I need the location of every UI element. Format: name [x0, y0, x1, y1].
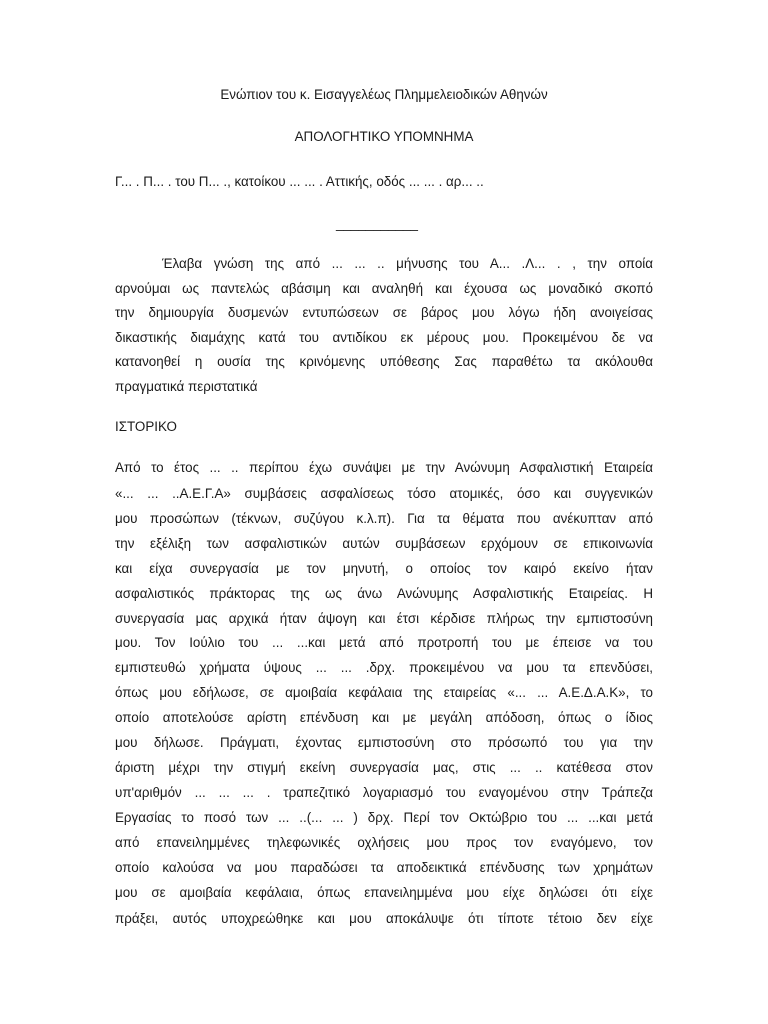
history-line: Εργασίας το ποσό των ... ..(... ... ) δρχ. Περί τον Οκτώβριο του ... ...και μετά	[115, 810, 653, 825]
intro-line: την δημιουργία δυσμενών εντυπώσεων σε βάρος μου λόγω ήδη ανοιγείσας	[115, 305, 653, 320]
history-line: μου. Τον Ιούλιο του ... ...και μετά από προτροπή του με έπεισε να του	[115, 635, 653, 650]
party-line: Γ... . Π... . του Π... ., κατοίκου ... ... . Αττικής, οδός ... ... . αρ... ..	[115, 174, 484, 189]
intro-line: κατανοηθεί η ουσία της κρινόμενης υπόθεσης Σας παραθέτω τα ακόλουθα	[115, 354, 653, 369]
history-line: οποίο αποτελούσε αρίστη επένδυση και με μεγάλη απόδοση, όπως ο ίδιος	[115, 710, 653, 725]
history-line: Από το έτος ... .. περίπου έχω συνάψει με την Ανώνυμη Ασφαλιστική Εταιρεία	[115, 460, 653, 475]
history-line: πράξει, αυτός υποχρεώθηκε και μου αποκάλυψε ότι τίποτε τέτοιο δεν είχε	[115, 911, 653, 926]
intro-line: πραγματικά περιστατικά	[115, 379, 258, 394]
intro-line: αρνούμαι ως παντελώς αβάσιμη και αναληθή και έχουσα ως μοναδικό σκοπό	[115, 281, 653, 296]
intro-line: Έλαβα γνώση της από ... ... .. μήνυσης του Α... .Λ... . , την οποία	[162, 256, 653, 271]
history-line: όπως μου εδήλωσε, σε αμοιβαία κεφάλαια της εταιρείας «... ... Α.Ε.Δ.Α.Κ», το	[115, 685, 653, 700]
history-line: οποίο καλούσα να μου παραδώσει τα αποδεικτικά επένδυσης των χρημάτων	[115, 860, 653, 875]
history-line: και είχα συνεργασία με τον μηνυτή, ο οποίος τον καιρό εκείνο ήταν	[115, 561, 653, 576]
section-heading: ΙΣΤΟΡΙΚΟ	[115, 419, 177, 434]
separator-line: ___________	[336, 216, 418, 231]
document-title: ΑΠΟΛΟΓΗΤΙΚΟ ΥΠΟΜΝΗΜΑ	[294, 129, 474, 144]
history-line: από επανειλημμένες τηλεφωνικές οχλήσεις μου προς τον εναγόμενο, τον	[115, 835, 653, 850]
history-line: υπ'αριθμόν ... ... ... . τραπεζιτικό λογαριασμό του εναγομένου στην Τράπεζα	[115, 785, 653, 800]
history-line: «... ... ..Α.Ε.Γ.Α» συμβάσεις ασφαλίσεως τόσο ατομικές, όσο και συγγενικών	[115, 486, 653, 501]
history-line: μου προσώπων (τέκνων, συζύγου κ.λ.π). Για τα θέματα που ανέκυπταν από	[115, 511, 653, 526]
history-line: άριστη μέχρι την στιγμή εκείνη συνεργασία μας, στις ... .. κατέθεσα στον	[115, 760, 653, 775]
history-line: μου σε αμοιβαία κεφάλαια, όπως επανειλημμένα μου είχε δηλώσει ότι είχε	[115, 885, 653, 900]
history-line: εμπιστευθώ χρήματα ύψους ... ... .δρχ. προκειμένου να μου τα επενδύσει,	[115, 660, 653, 675]
history-line: μου δήλωσε. Πράγματι, έχοντας εμπιστοσύνη στο πρόσωπό του για την	[115, 735, 653, 750]
history-line: ασφαλιστικός πράκτορας της ως άνω Ανώνυμης Ασφαλιστικής Εταιρείας. Η	[115, 586, 653, 601]
history-line: συνεργασία μας αρχικά ήταν άψογη και έτσι κέρδισε πλήρως την εμπιστοσύνη	[115, 611, 653, 626]
addressee-heading: Ενώπιον του κ. Εισαγγελέως Πλημμελειοδικών Αθηνών	[220, 87, 548, 102]
intro-line: δικαστικής διαμάχης κατά του αντιδίκου εκ μέρους μου. Προκειμένου δε να	[115, 330, 653, 345]
history-line: την εξέλιξη των ασφαλιστικών αυτών συμβάσεων ερχόμουν σε επικοινωνία	[115, 536, 653, 551]
